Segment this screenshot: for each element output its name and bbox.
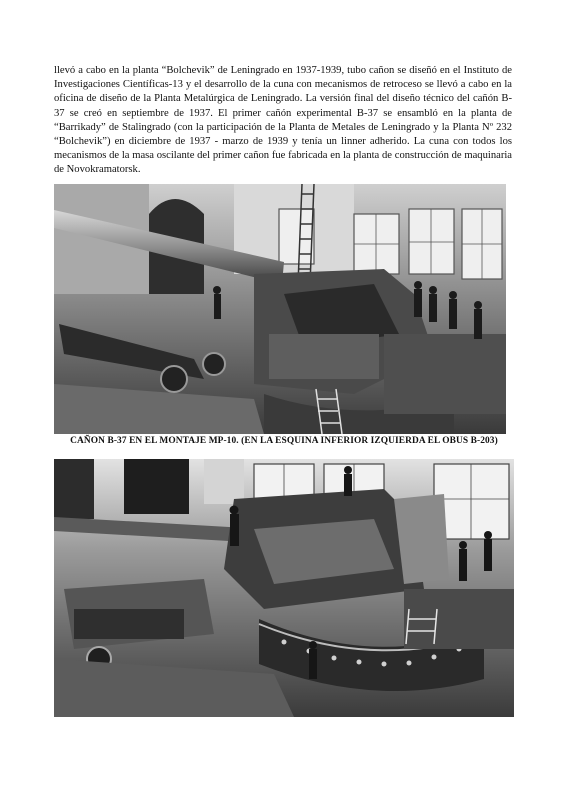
gun-mount-image [54,184,506,434]
photo-caption: CAÑON B-37 EN EL MONTAJE MP-10. (EN LA ESQUINA INFERIOR IZQUIERDA EL OBUS B-203) [70,436,498,446]
assembly-workshop-image [54,459,514,717]
body-paragraph: llevó a cabo en la planta “Bolchevik” de Leningrado en 1937-1939, tubo cañon se diseñó en el Instituto de Investigaciones Científicas-13 y el desarrollo de la cuna con mecanismos de retroceso se llevó a cabo en la oficina de diseño de la Planta Metalúrgica de Leningrado. La versión final del diseño técnico del cañón B-37 se creó en septiembre de 1937. El primer cañón experimental B-37 se ensambló en la planta de “Barrikady” de Stalingrado (con la participación de la Planta de Metales de Leningrado y la Planta Nº 232 “Bolchevik”) en diciembre de 1937 - marzo de 1939 y tenía un linner adherido. La cuna con todos los mecanismos de la masa oscilante del primer cañon fue fabricada en la planta de construcción de maquinaria de Novokramatorsk. [54,65,512,176]
gun-mount-photo [54,184,506,434]
assembly-workshop-photo [54,459,514,717]
